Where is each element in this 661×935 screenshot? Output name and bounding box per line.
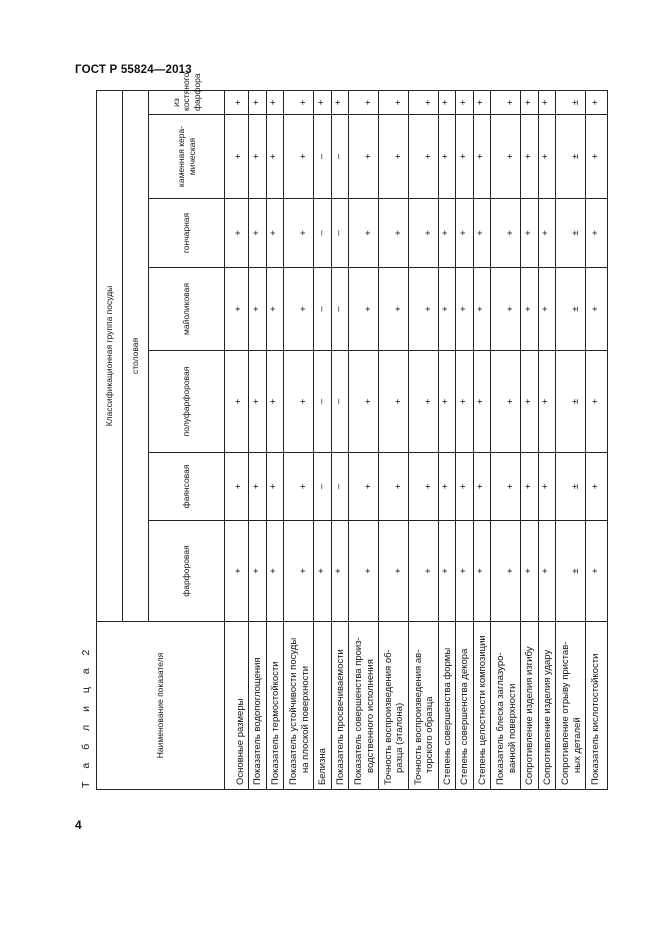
- value-cell: +: [349, 268, 379, 351]
- value-cell: +: [378, 90, 408, 114]
- value-cell: +: [538, 90, 556, 114]
- indicator-name-cell: Точность воспроизведения ав-торского образца: [408, 622, 438, 790]
- subgroup-header: столовая: [123, 90, 149, 621]
- value-cell: +: [538, 268, 556, 351]
- table-row: [225, 90, 249, 789]
- value-cell: ±: [556, 521, 586, 622]
- rotated-table-frame: [96, 72, 608, 790]
- group-header: Классификационная группа посуды: [97, 90, 123, 621]
- value-cell: +: [266, 453, 284, 521]
- value-cell: +: [456, 268, 474, 351]
- value-cell: +: [491, 199, 521, 268]
- table-row: [408, 90, 438, 789]
- value-cell: +: [408, 115, 438, 199]
- value-cell: –: [313, 199, 331, 268]
- value-cell: +: [266, 268, 284, 351]
- value-cell: –: [331, 115, 349, 199]
- indicator-name-cell: Степень целостности композиции: [473, 622, 491, 790]
- value-cell: +: [586, 90, 608, 114]
- indicator-name-cell: Сопротивление отрыву пристав-ных деталей: [556, 622, 586, 790]
- value-cell: +: [456, 115, 474, 199]
- table-caption: Т а б л и ц а 2: [80, 644, 92, 788]
- value-cell: +: [225, 521, 249, 622]
- value-cell: +: [438, 351, 456, 453]
- value-cell: +: [284, 453, 314, 521]
- indicator-name-cell: Показатель водопоглощения: [249, 622, 267, 790]
- value-cell: +: [521, 268, 539, 351]
- table-row: [249, 90, 267, 789]
- value-cell: +: [378, 521, 408, 622]
- table-row: [349, 90, 379, 789]
- value-cell: +: [438, 521, 456, 622]
- value-cell: +: [266, 199, 284, 268]
- value-cell: +: [378, 453, 408, 521]
- value-cell: +: [249, 268, 267, 351]
- value-cell: +: [438, 453, 456, 521]
- value-cell: +: [284, 90, 314, 114]
- value-cell: +: [538, 521, 556, 622]
- value-cell: +: [438, 90, 456, 114]
- indicators-table: [96, 72, 608, 790]
- indicator-name-cell: Белизна: [313, 622, 331, 790]
- value-cell: +: [456, 199, 474, 268]
- value-cell: +: [473, 115, 491, 199]
- value-cell: +: [331, 521, 349, 622]
- value-cell: –: [313, 268, 331, 351]
- value-cell: +: [378, 268, 408, 351]
- value-cell: ±: [556, 453, 586, 521]
- value-cell: +: [349, 351, 379, 453]
- value-cell: +: [331, 90, 349, 114]
- table-row: [586, 90, 608, 789]
- value-cell: +: [538, 453, 556, 521]
- column-header: каменная кера-мическая: [149, 115, 225, 199]
- value-cell: +: [521, 199, 539, 268]
- indicator-name-cell: Показатель устойчивости посуды на плоской поверхности: [284, 622, 314, 790]
- table-row: [378, 90, 408, 789]
- indicator-name-cell: Показатель просвечиваемости: [331, 622, 349, 790]
- value-cell: +: [249, 115, 267, 199]
- value-cell: +: [225, 351, 249, 453]
- table-row: [491, 90, 521, 789]
- value-cell: ±: [556, 115, 586, 199]
- value-cell: +: [313, 90, 331, 114]
- value-cell: +: [521, 115, 539, 199]
- document-header: ГОСТ Р 55824—2013: [75, 64, 192, 76]
- value-cell: +: [349, 199, 379, 268]
- value-cell: ±: [556, 199, 586, 268]
- value-cell: +: [491, 268, 521, 351]
- value-cell: +: [438, 268, 456, 351]
- indicator-name-cell: Точность воспроизведения об-разца (эталона): [378, 622, 408, 790]
- column-header: полуфарфоровая: [149, 351, 225, 453]
- value-cell: +: [266, 90, 284, 114]
- value-cell: +: [438, 115, 456, 199]
- table-row: [438, 90, 456, 789]
- value-cell: +: [586, 199, 608, 268]
- table-row: [473, 90, 491, 789]
- value-cell: +: [349, 453, 379, 521]
- value-cell: +: [473, 521, 491, 622]
- value-cell: +: [456, 453, 474, 521]
- value-cell: +: [408, 268, 438, 351]
- value-cell: +: [473, 351, 491, 453]
- indicator-name-cell: Степень совершенства формы: [438, 622, 456, 790]
- value-cell: +: [266, 115, 284, 199]
- value-cell: +: [249, 90, 267, 114]
- name-column-header: Наименование показателя: [97, 622, 225, 790]
- value-cell: +: [284, 268, 314, 351]
- value-cell: +: [408, 453, 438, 521]
- table-body: [225, 90, 608, 789]
- table-row: [266, 90, 284, 789]
- value-cell: +: [456, 351, 474, 453]
- value-cell: +: [284, 199, 314, 268]
- value-cell: +: [521, 453, 539, 521]
- value-cell: +: [456, 521, 474, 622]
- table-row: [331, 90, 349, 789]
- value-cell: +: [473, 90, 491, 114]
- value-cell: +: [249, 351, 267, 453]
- value-cell: +: [456, 90, 474, 114]
- value-cell: +: [249, 453, 267, 521]
- table-row: [313, 90, 331, 789]
- value-cell: +: [225, 90, 249, 114]
- value-cell: +: [521, 90, 539, 114]
- indicator-name-cell: Степень совершенства декора: [456, 622, 474, 790]
- value-cell: –: [331, 199, 349, 268]
- table-row: [538, 90, 556, 789]
- value-cell: +: [266, 521, 284, 622]
- value-cell: +: [538, 115, 556, 199]
- value-cell: +: [586, 115, 608, 199]
- value-cell: +: [538, 199, 556, 268]
- value-cell: +: [284, 521, 314, 622]
- value-cell: +: [586, 268, 608, 351]
- table-row: [556, 90, 586, 789]
- table-row: [284, 90, 314, 789]
- value-cell: +: [521, 351, 539, 453]
- value-cell: +: [408, 521, 438, 622]
- value-cell: +: [266, 351, 284, 453]
- value-cell: +: [408, 90, 438, 114]
- value-cell: +: [473, 268, 491, 351]
- value-cell: +: [225, 115, 249, 199]
- value-cell: ±: [556, 90, 586, 114]
- value-cell: +: [491, 115, 521, 199]
- value-cell: –: [313, 115, 331, 199]
- column-header: из костяного фарфора: [149, 90, 225, 114]
- value-cell: +: [586, 351, 608, 453]
- value-cell: +: [378, 115, 408, 199]
- indicator-name-cell: Показатель термостойкости: [266, 622, 284, 790]
- value-cell: +: [349, 115, 379, 199]
- table-row: [456, 90, 474, 789]
- value-cell: +: [586, 453, 608, 521]
- value-cell: +: [378, 351, 408, 453]
- indicator-name-cell: Показатель кислотостойкости: [586, 622, 608, 790]
- column-header: фаянсовая: [149, 453, 225, 521]
- column-header: майоликовая: [149, 268, 225, 351]
- value-cell: –: [313, 453, 331, 521]
- value-cell: +: [521, 521, 539, 622]
- value-cell: +: [491, 521, 521, 622]
- table-row: [521, 90, 539, 789]
- indicator-name-cell: Показатель совершенства произ-водственного исполнения: [349, 622, 379, 790]
- value-cell: +: [225, 453, 249, 521]
- value-cell: +: [284, 115, 314, 199]
- value-cell: +: [473, 199, 491, 268]
- value-cell: +: [249, 521, 267, 622]
- value-cell: +: [349, 90, 379, 114]
- value-cell: +: [491, 90, 521, 114]
- value-cell: +: [491, 453, 521, 521]
- value-cell: +: [313, 521, 331, 622]
- column-header: фарфоровая: [149, 521, 225, 622]
- value-cell: ±: [556, 351, 586, 453]
- value-cell: +: [586, 521, 608, 622]
- value-cell: –: [331, 453, 349, 521]
- indicator-name-cell: Основные размеры: [225, 622, 249, 790]
- value-cell: –: [331, 268, 349, 351]
- column-header: гончарная: [149, 199, 225, 268]
- indicator-name-cell: Сопротивление изделия удару: [538, 622, 556, 790]
- value-cell: +: [284, 351, 314, 453]
- indicator-name-cell: Показатель блеска заглазуро-ванной поверхности: [491, 622, 521, 790]
- value-cell: +: [378, 199, 408, 268]
- indicator-name-cell: Сопротивление изделия изгибу: [521, 622, 539, 790]
- value-cell: +: [349, 521, 379, 622]
- value-cell: +: [249, 199, 267, 268]
- value-cell: +: [225, 268, 249, 351]
- value-cell: –: [313, 351, 331, 453]
- value-cell: ±: [556, 268, 586, 351]
- value-cell: +: [438, 199, 456, 268]
- value-cell: +: [491, 351, 521, 453]
- value-cell: +: [473, 453, 491, 521]
- value-cell: +: [408, 351, 438, 453]
- value-cell: –: [331, 351, 349, 453]
- value-cell: +: [408, 199, 438, 268]
- value-cell: +: [225, 199, 249, 268]
- page-number: 4: [75, 818, 82, 832]
- value-cell: +: [538, 351, 556, 453]
